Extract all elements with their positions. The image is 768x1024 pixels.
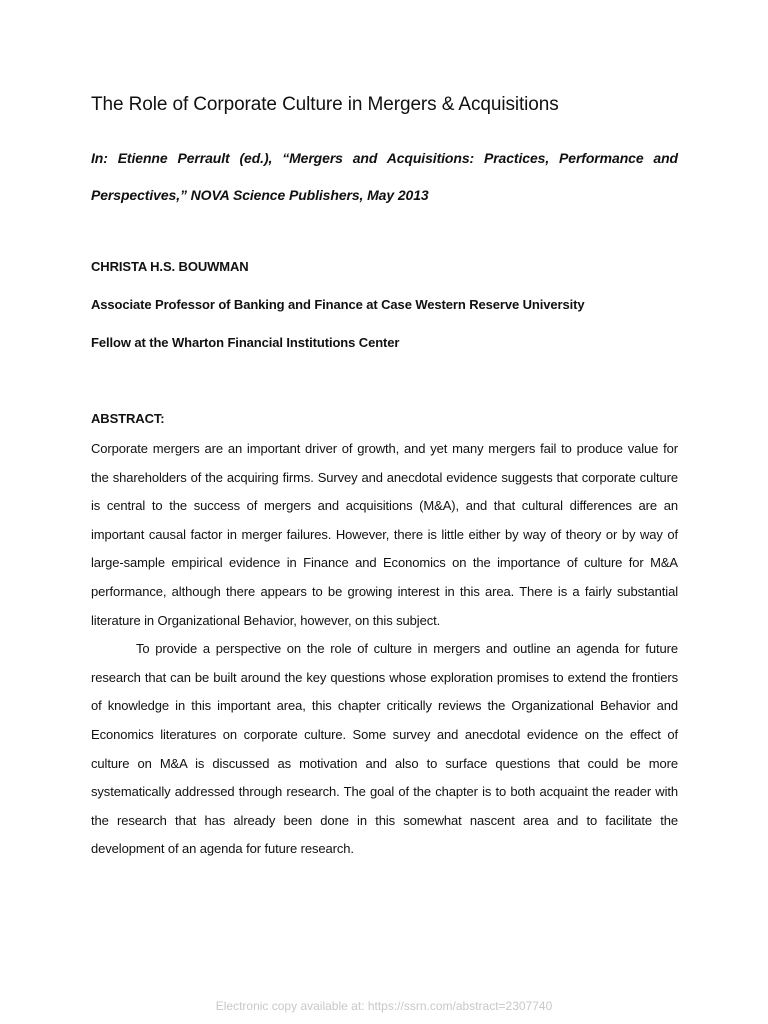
author-affiliation-secondary: Fellow at the Wharton Financial Institutions Center — [91, 335, 400, 350]
author-name: CHRISTA H.S. BOUWMAN — [91, 259, 249, 274]
publication-citation: In: Etienne Perrault (ed.), “Mergers and Acquisitions: Practices, Performance and Perspectives,” NOVA Science Publishers, May 2013 — [91, 150, 678, 203]
ssrn-footer-link[interactable]: Electronic copy available at: https://ssrn.com/abstract=2307740 — [215, 999, 553, 1013]
author-affiliation-primary: Associate Professor of Banking and Finance at Case Western Reserve University — [91, 297, 585, 312]
document-title: The Role of Corporate Culture in Mergers & Acquisitions — [91, 94, 559, 115]
abstract-paragraph-2: To provide a perspective on the role of culture in mergers and outline an agenda for future research that can be built around the key questions whose exploration promises to extend the frontiers of knowledge in this important area, this chapter critically reviews the Organizational Behavior and Economics literatures on corporate culture. Some survey and anecdotal evidence on the effect of culture on M&A is discussed as motivation and also to surface questions that could be more systematically addressed through research. The goal of the chapter is to both acquaint the reader with the research that has already been done in this somewhat nascent area and to facilitate the development of an agenda for future research. — [91, 641, 678, 857]
abstract-heading: ABSTRACT: — [91, 411, 165, 426]
abstract-body — [91, 435, 678, 864]
abstract-paragraph-1: Corporate mergers are an important driver of growth, and yet many mergers fail to produce value for the shareholders of the acquiring firms. Survey and anecdotal evidence suggests that corporate culture is central to the success of mergers and acquisitions (M&A), and that cultural differences are an important causal factor in merger failures. However, there is little either by way of theory or by way of large-sample empirical evidence in Finance and Economics on the importance of culture for M&A performance, although there appears to be growing interest in this area. There is a fairly substantial literature in Organizational Behavior, however, on this subject. — [91, 441, 678, 628]
